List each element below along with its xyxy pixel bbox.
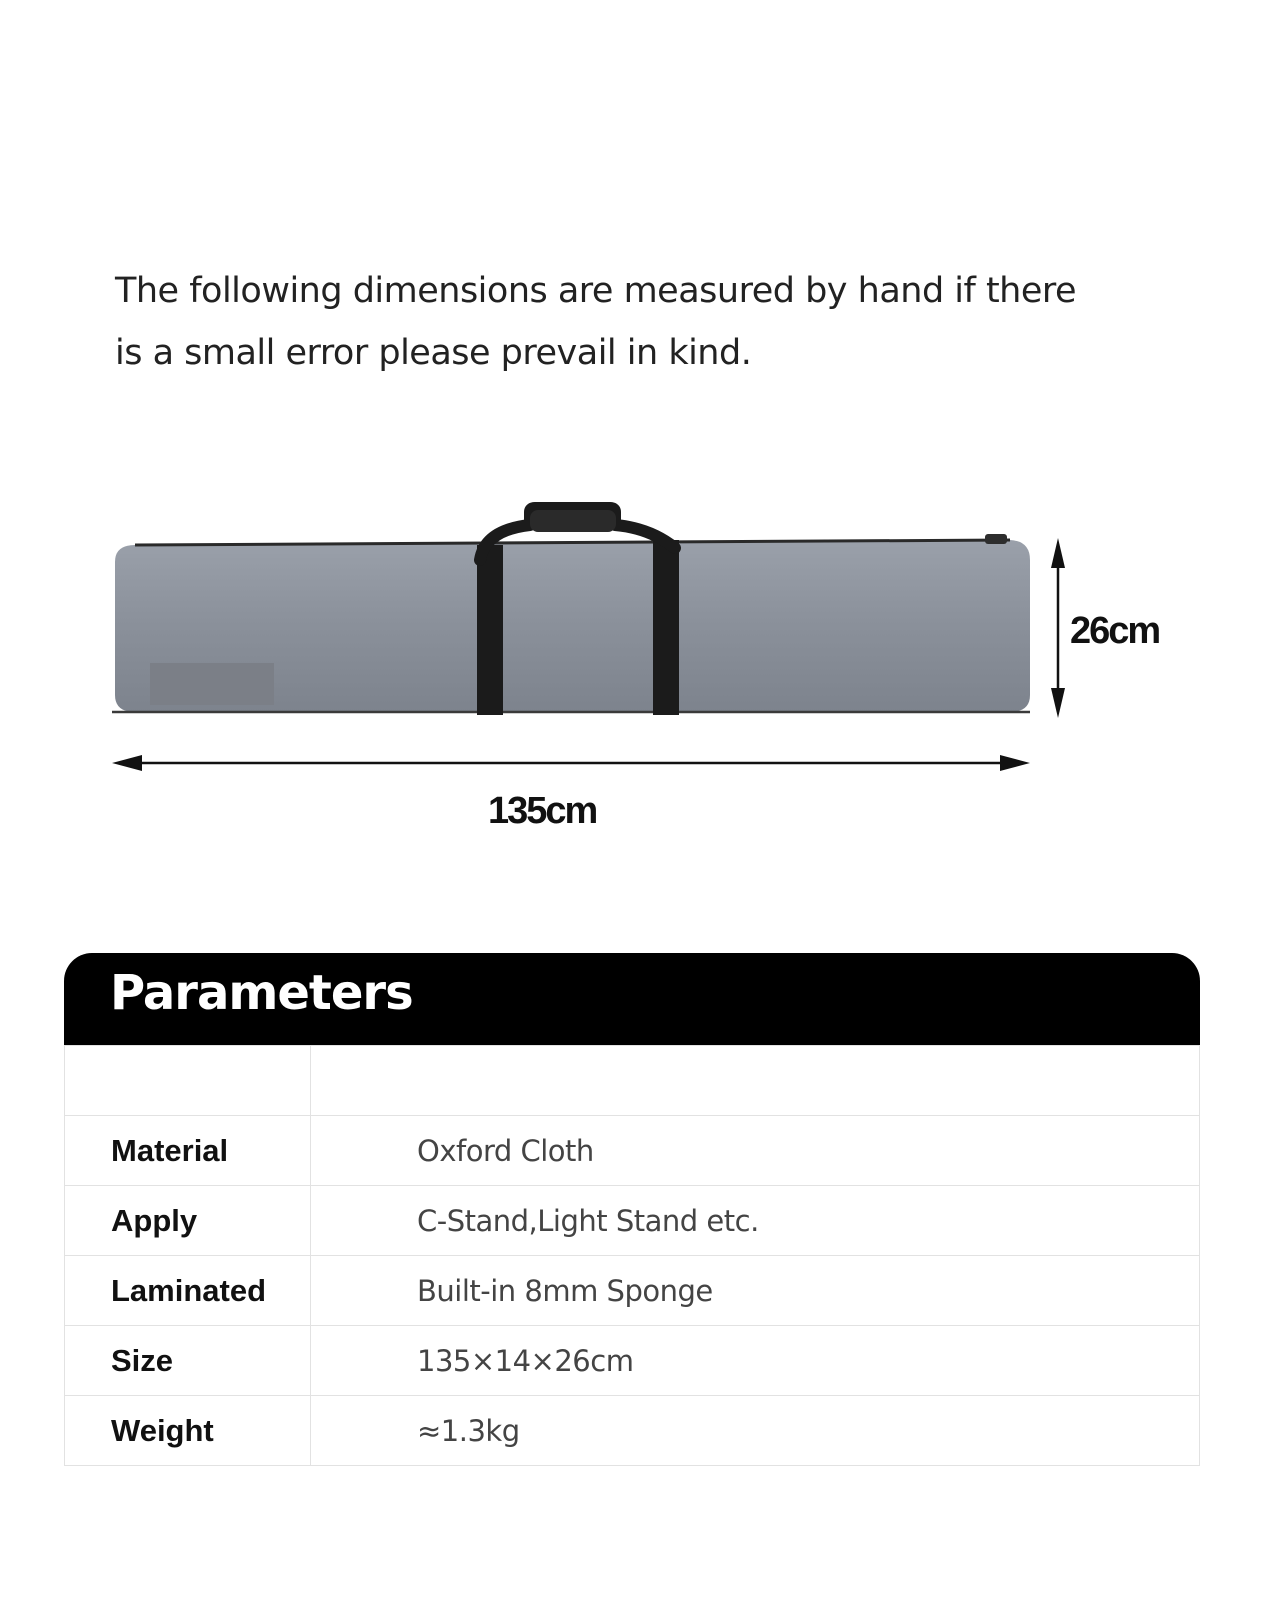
- strap-left: [477, 545, 503, 715]
- param-value: [311, 1046, 1200, 1116]
- param-value: Oxford Cloth: [311, 1116, 1200, 1186]
- parameters-title: Parameters: [110, 965, 413, 1021]
- param-value: ≈1.3kg: [311, 1396, 1200, 1466]
- parameters-table: [64, 1045, 1200, 1466]
- tripod-bag-illustration: [112, 508, 1030, 715]
- width-arrow: [112, 755, 1030, 771]
- table-row: [65, 1186, 1200, 1256]
- param-key: Laminated: [65, 1256, 311, 1326]
- table-row: [65, 1256, 1200, 1326]
- parameters-section: [64, 953, 1200, 1466]
- param-key: Weight: [65, 1396, 311, 1466]
- param-value: C-Stand,Light Stand etc.: [311, 1186, 1200, 1256]
- param-key: Apply: [65, 1186, 311, 1256]
- param-key: [65, 1046, 311, 1116]
- height-label: 26cm: [1070, 610, 1160, 652]
- param-value: 135×14×26cm: [311, 1326, 1200, 1396]
- param-key: Material: [65, 1116, 311, 1186]
- parameters-header: [64, 953, 1200, 1045]
- tag-patch: [150, 663, 274, 705]
- table-row: [65, 1046, 1200, 1116]
- note-line-2: is a small error please prevail in kind.: [115, 333, 752, 373]
- note-line-1: The following dimensions are measured by hand if there: [115, 271, 1077, 311]
- param-key: Size: [65, 1326, 311, 1396]
- width-label: 135cm: [488, 790, 597, 832]
- height-arrow: [1051, 538, 1065, 718]
- strap-right: [653, 540, 679, 715]
- table-row: [65, 1396, 1200, 1466]
- table-row: [65, 1116, 1200, 1186]
- param-value: Built-in 8mm Sponge: [311, 1256, 1200, 1326]
- table-row: [65, 1326, 1200, 1396]
